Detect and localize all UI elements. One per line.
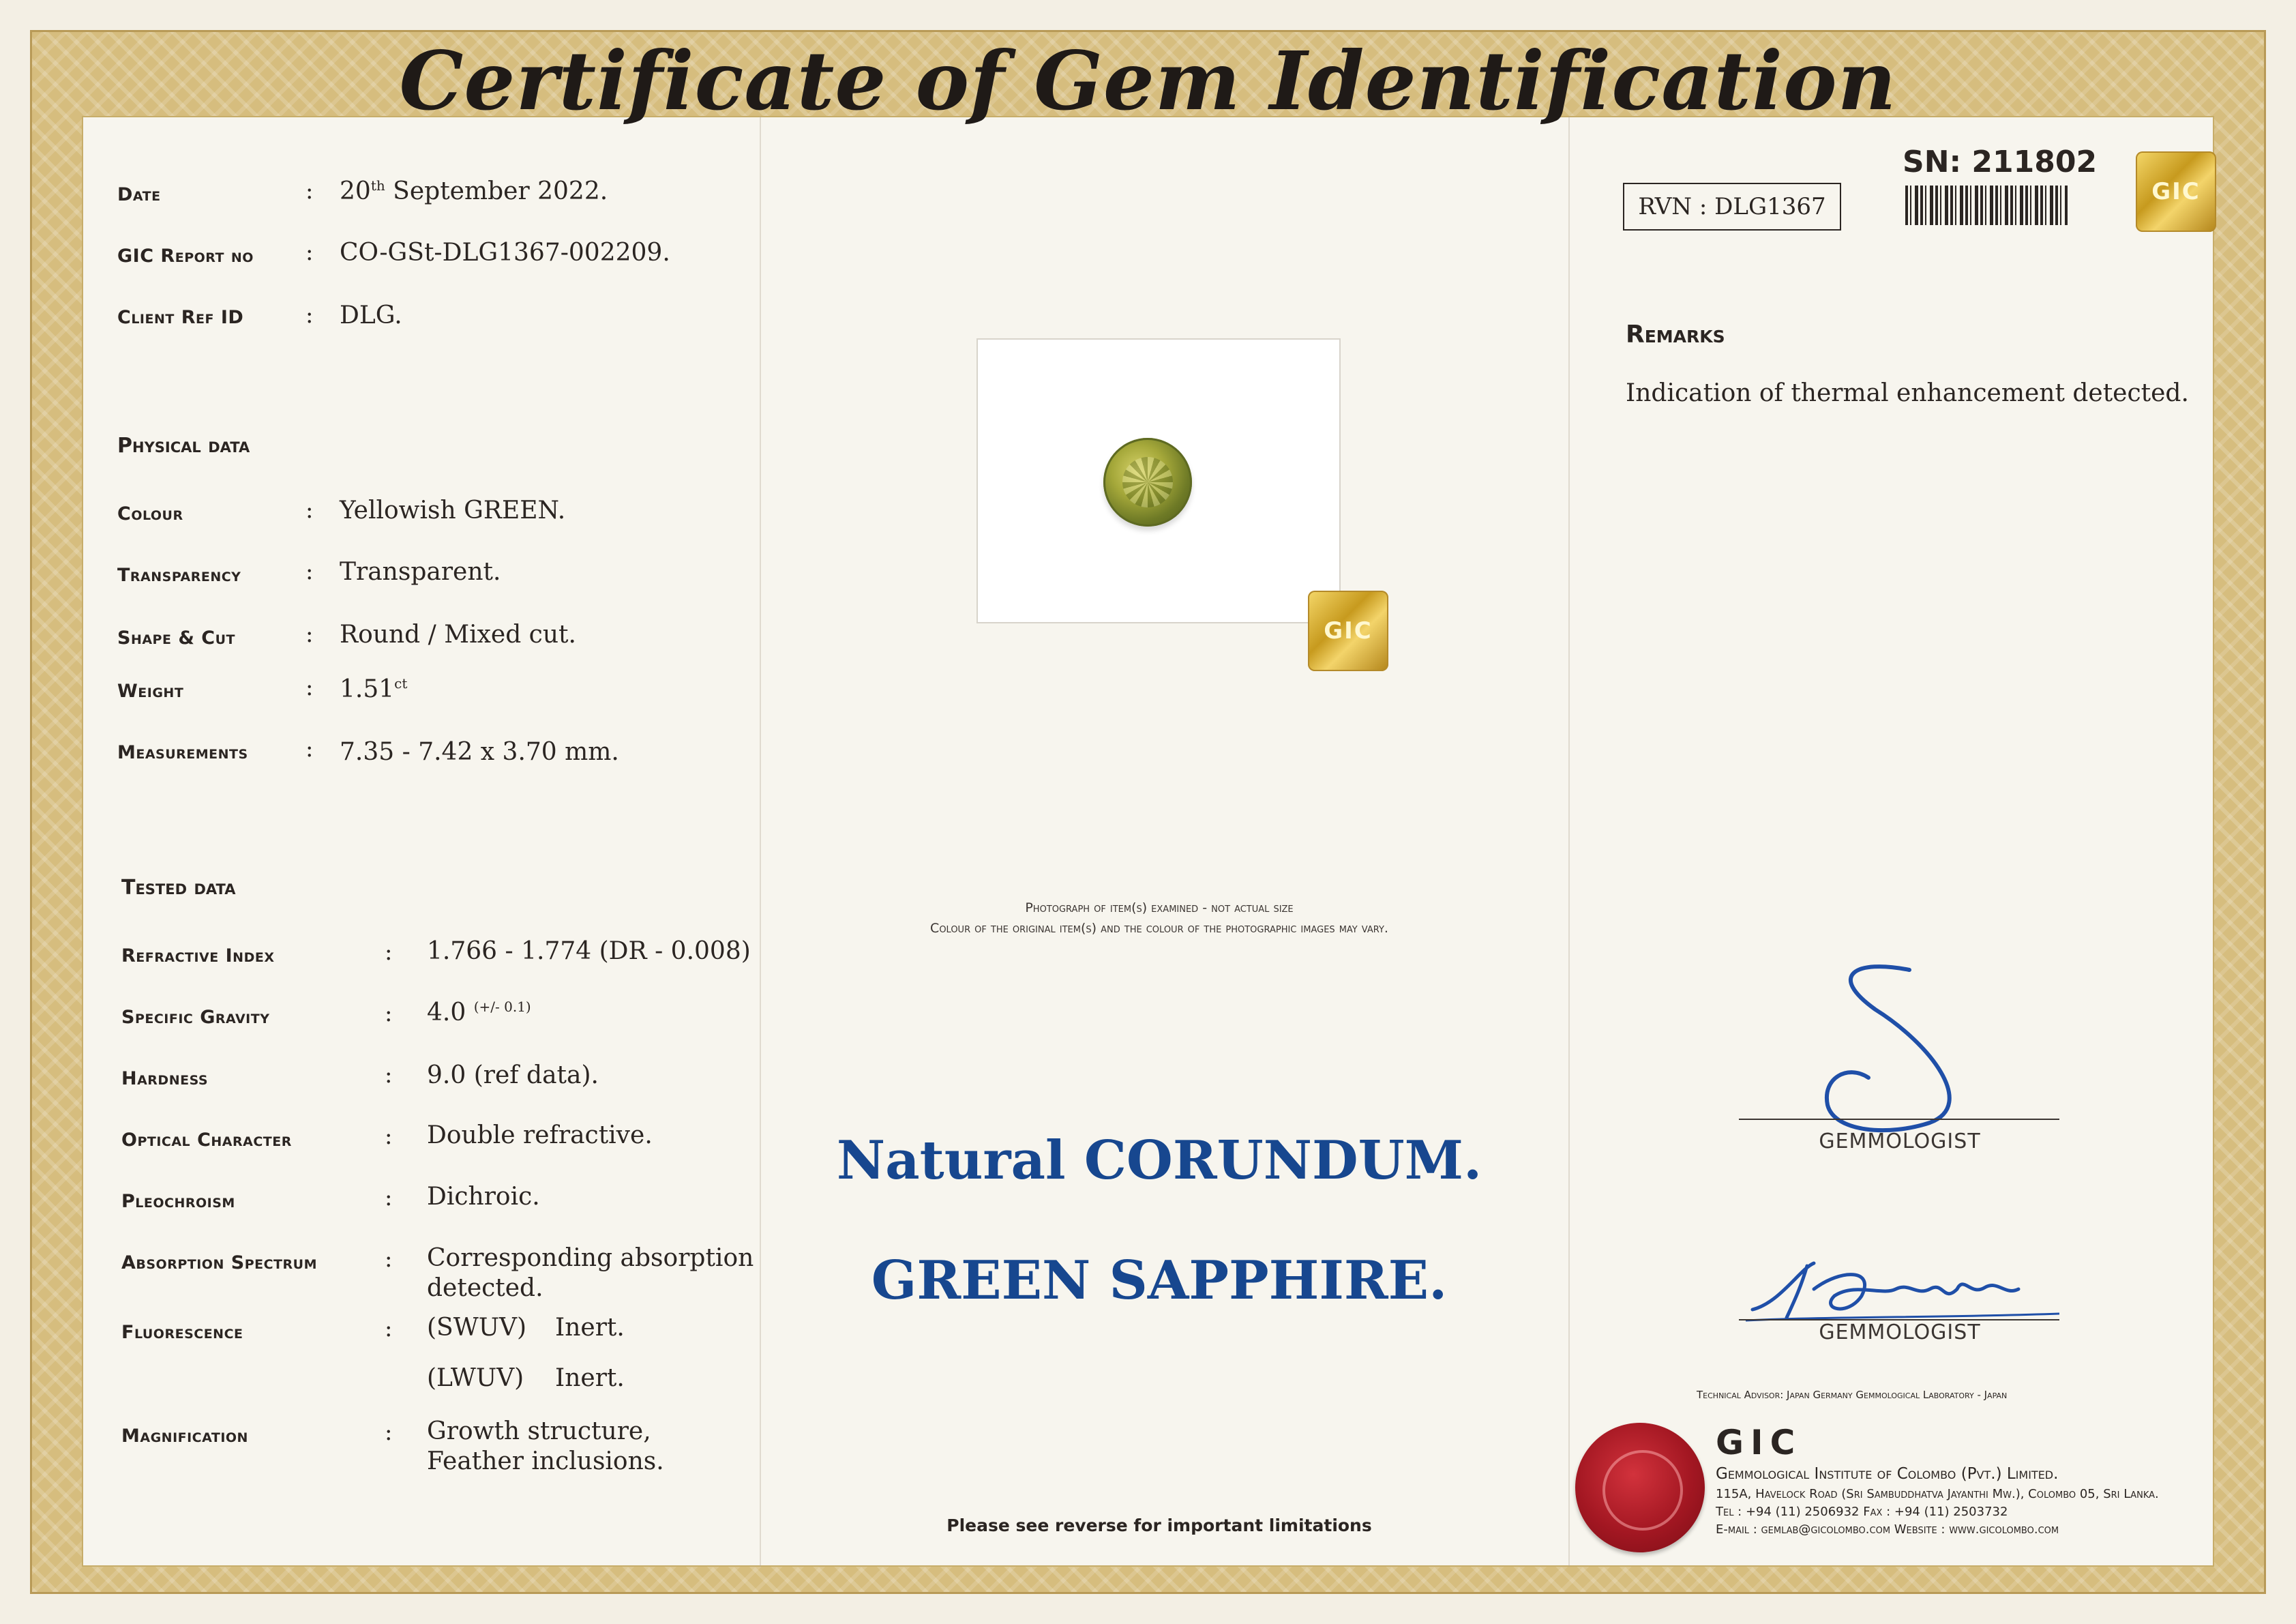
measurements-value: 7.35 - 7.42 x 3.70 mm. — [340, 738, 619, 766]
colon: : — [305, 674, 314, 701]
colon: : — [385, 939, 393, 966]
colon: : — [385, 1000, 393, 1027]
colon: : — [305, 301, 314, 329]
fluorescence-swuv-label: (SWUV) — [427, 1314, 527, 1342]
colon: : — [385, 1123, 393, 1150]
photo-caption-line1: Photograph of item(s) examined - not actual size — [1025, 900, 1294, 915]
fluorescence-lwuv-label: (LWUV) — [427, 1364, 524, 1392]
certificate-title: Certificate of Gem Identification — [399, 33, 1897, 128]
wax-seal-icon — [1575, 1423, 1705, 1552]
institute-name: Gemmological Institute of Colombo (Pvt.) Limited. — [1716, 1465, 2059, 1483]
measurements-label: Measurements — [117, 742, 248, 763]
identification-species: Natural CORUNDUM. — [836, 1130, 1482, 1192]
specific-gravity-label: Specific Gravity — [121, 1007, 270, 1028]
institute-email: E-mail : gemlab@gicolombo.com Website : www.gicolombo.com — [1716, 1522, 2059, 1537]
fold-line-left — [760, 116, 761, 1567]
gem-image — [1103, 438, 1192, 527]
serial-number: SN: 211802 — [1903, 145, 2098, 179]
date-value: 20th September 2022. — [340, 177, 608, 205]
identification-variety: GREEN SAPPHIRE. — [871, 1250, 1448, 1312]
barcode — [1905, 186, 2068, 225]
colon: : — [385, 1315, 393, 1342]
remarks-heading: Remarks — [1626, 321, 1725, 349]
optical-character-value: Double refractive. — [427, 1121, 653, 1149]
shape-cut-label: Shape & Cut — [117, 628, 236, 649]
magnification-value-line1: Growth structure, — [427, 1417, 651, 1445]
gemmologist-label-2: GEMMOLOGIST — [1819, 1320, 1981, 1344]
magnification-label: Magnification — [121, 1426, 248, 1447]
gic-hologram-header: GIC — [2136, 151, 2216, 232]
colour-label: Colour — [117, 503, 183, 525]
report-no-value: CO-GSt-DLG1367-002209. — [340, 239, 670, 267]
client-ref-label: Client Ref ID — [117, 307, 244, 328]
limitations-note: Please see reverse for important limitations — [946, 1516, 1372, 1535]
colon: : — [305, 558, 314, 585]
refractive-index-value: 1.766 - 1.774 (DR - 0.008) — [427, 937, 751, 965]
rvn-box: RVN : DLG1367 — [1623, 183, 1841, 231]
client-ref-value: DLG. — [340, 301, 402, 329]
colon: : — [305, 497, 314, 524]
colon: : — [305, 177, 314, 205]
refractive-index-label: Refractive Index — [121, 945, 275, 966]
colon: : — [385, 1061, 393, 1089]
fold-line-right — [1568, 116, 1570, 1567]
report-no-label: GIC Report no — [117, 246, 254, 267]
institute-phone: Tel : +94 (11) 2506932 Fax : +94 (11) 2503732 — [1716, 1505, 2008, 1519]
gic-logo: GIC — [1716, 1423, 1802, 1462]
absorption-spectrum-value-line2: detected. — [427, 1274, 543, 1302]
tested-data-heading: Tested data — [121, 876, 236, 900]
fluorescence-swuv-value: Inert. — [555, 1314, 625, 1342]
shape-cut-value: Round / Mixed cut. — [340, 621, 576, 649]
signature-1 — [1773, 962, 1991, 1139]
colon: : — [305, 239, 314, 266]
hardness-value: 9.0 (ref data). — [427, 1061, 599, 1089]
fluorescence-lwuv-value: Inert. — [555, 1364, 625, 1392]
date-label: Date — [117, 184, 161, 205]
magnification-value-line2: Feather inclusions. — [427, 1447, 664, 1475]
remarks-text: Indication of thermal enhancement detected. — [1626, 379, 2189, 407]
gemmologist-label-1: GEMMOLOGIST — [1819, 1130, 1981, 1153]
hardness-label: Hardness — [121, 1068, 209, 1089]
gic-hologram-photo: GIC — [1308, 591, 1388, 671]
fluorescence-label: Fluorescence — [121, 1322, 243, 1343]
colon: : — [305, 735, 314, 763]
pleochroism-value: Dichroic. — [427, 1183, 540, 1211]
transparency-label: Transparency — [117, 565, 241, 586]
absorption-spectrum-value-line1: Corresponding absorption — [427, 1244, 754, 1272]
specific-gravity-value: 4.0 $^{(+/- 0.1)}$ — [427, 999, 531, 1027]
physical-data-heading: Physical data — [117, 434, 250, 458]
certificate-body — [82, 116, 2214, 1567]
technical-advisor: Technical Advisor: Japan Germany Gemmological Laboratory - Japan — [1697, 1389, 2008, 1401]
absorption-spectrum-label: Absorption Spectrum — [121, 1252, 317, 1273]
gem-photograph — [976, 338, 1341, 623]
weight-label: Weight — [117, 681, 184, 702]
colon: : — [385, 1245, 393, 1273]
transparency-value: Transparent. — [340, 558, 501, 586]
signature-line-1 — [1739, 1119, 2059, 1120]
colour-value: Yellowish GREEN. — [340, 497, 566, 525]
institute-address: 115A, Havelock Road (Sri Sambuddhatva Jayanthi Mw.), Colombo 05, Sri Lanka. — [1716, 1487, 2159, 1501]
colon: : — [305, 621, 314, 648]
colon: : — [385, 1184, 393, 1211]
colon: : — [385, 1419, 393, 1446]
pleochroism-label: Pleochroism — [121, 1191, 235, 1212]
weight-value: $1.51^{ct}$ — [340, 675, 408, 703]
photo-caption-line2: Colour of the original item(s) and the colour of the photographic images may vary. — [930, 921, 1388, 936]
optical-character-label: Optical Character — [121, 1130, 292, 1151]
